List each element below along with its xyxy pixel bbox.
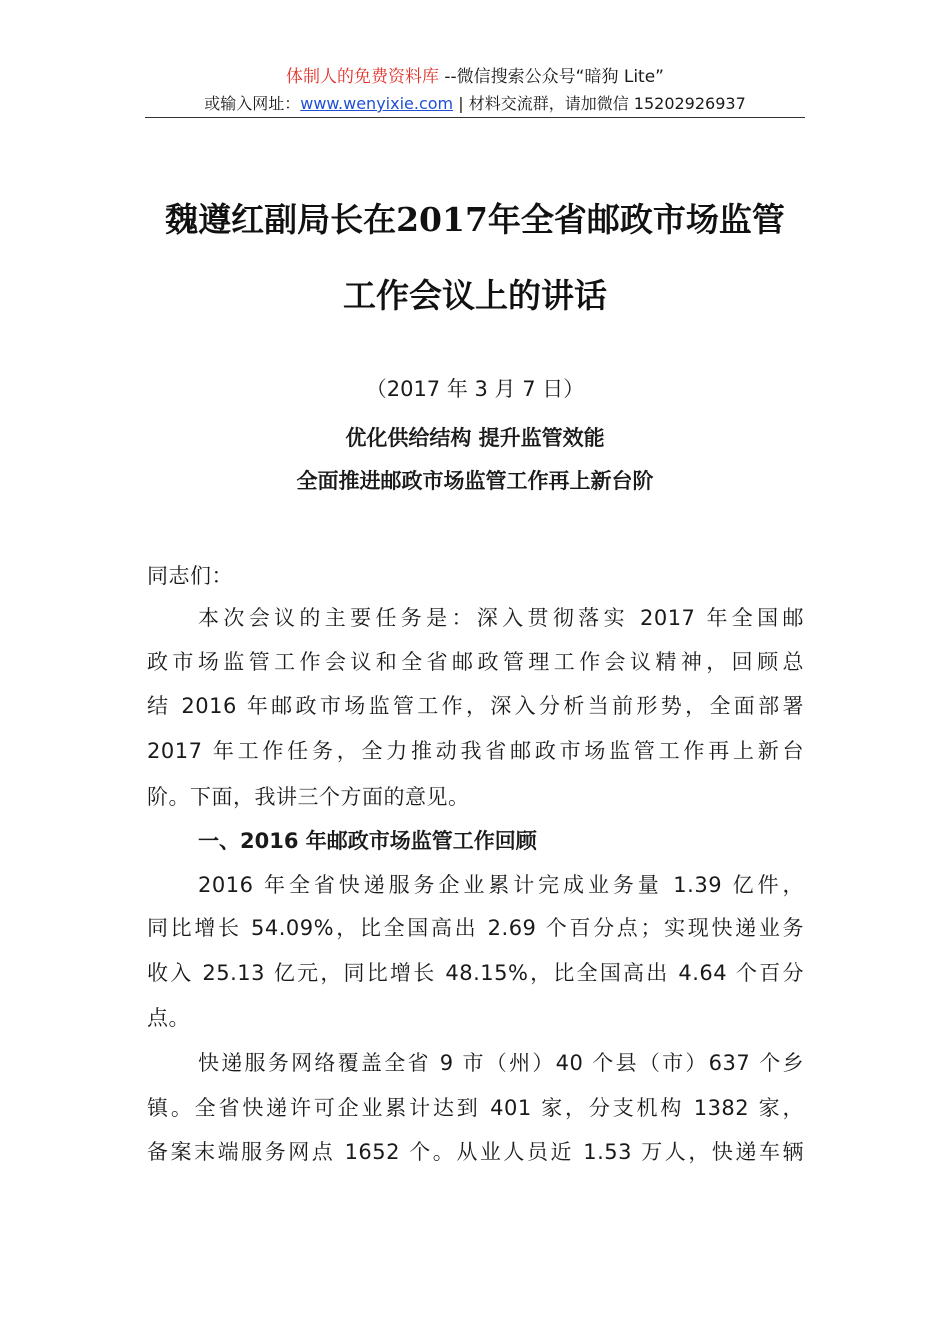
document-title-line2: 工作会议上的讲话 (343, 276, 607, 315)
section-1-heading: 一、2016 年邮政市场监管工作回顾 (198, 829, 537, 853)
paragraph-2-line: 收入 25.13 亿元，同比增长 48.15%，比全国高出 4.64 个百分 (147, 961, 804, 985)
header-wechat-text: --微信搜索公众号“暗狗 Lite” (438, 67, 664, 87)
subtitle-line1: 优化供给结构 提升监管效能 (345, 426, 605, 450)
paragraph-1-line: 政市场监管工作会议和全省邮政管理工作会议精神，回顾总 (147, 650, 804, 674)
salutation: 同志们： (147, 564, 233, 588)
header-url-line (0, 93, 950, 115)
paragraph-1-line: 阶。下面，我讲三个方面的意见。 (147, 785, 470, 809)
header-brand: 体制人的免费资料库 (285, 67, 439, 87)
paragraph-3-line: 镇。全省快递许可企业累计达到 401 家，分支机构 1382 家， (147, 1096, 804, 1120)
paragraph-2-line: 2016 年全省快递服务企业累计完成业务量 1.39 亿件， (198, 873, 804, 897)
header-url-link[interactable]: www.wenyixie.com (300, 94, 454, 113)
paragraph-1-line: 2017 年工作任务，全力推动我省邮政市场监管工作再上新台 (147, 739, 804, 763)
header-url-prefix: 或输入网址： (204, 94, 301, 113)
document-date: （2017 年 3 月 7 日） (365, 377, 585, 401)
paragraph-1-line: 本次会议的主要任务是：深入贯彻落实 2017 年全国邮 (198, 606, 804, 630)
paragraph-2-line: 同比增长 54.09%，比全国高出 2.69 个百分点；实现快递业务 (147, 916, 804, 940)
header-banner (0, 66, 950, 88)
document-title-line1: 魏遵红副局长在2017年全省邮政市场监管 (165, 200, 785, 239)
header-contact: | 材料交流群，请加微信 15202926937 (453, 94, 746, 113)
paragraph-2-line: 点。 (147, 1006, 190, 1030)
paragraph-1-line: 结 2016 年邮政市场监管工作，深入分析当前形势，全面部署 (147, 694, 804, 718)
paragraph-3-line: 备案末端服务网点 1652 个。从业人员近 1.53 万人，快递车辆 (147, 1140, 804, 1164)
header-divider (145, 117, 805, 118)
subtitle-line2: 全面推进邮政市场监管工作再上新台阶 (296, 469, 654, 493)
paragraph-3-line: 快递服务网络覆盖全省 9 市（州）40 个县（市）637 个乡 (198, 1051, 804, 1075)
